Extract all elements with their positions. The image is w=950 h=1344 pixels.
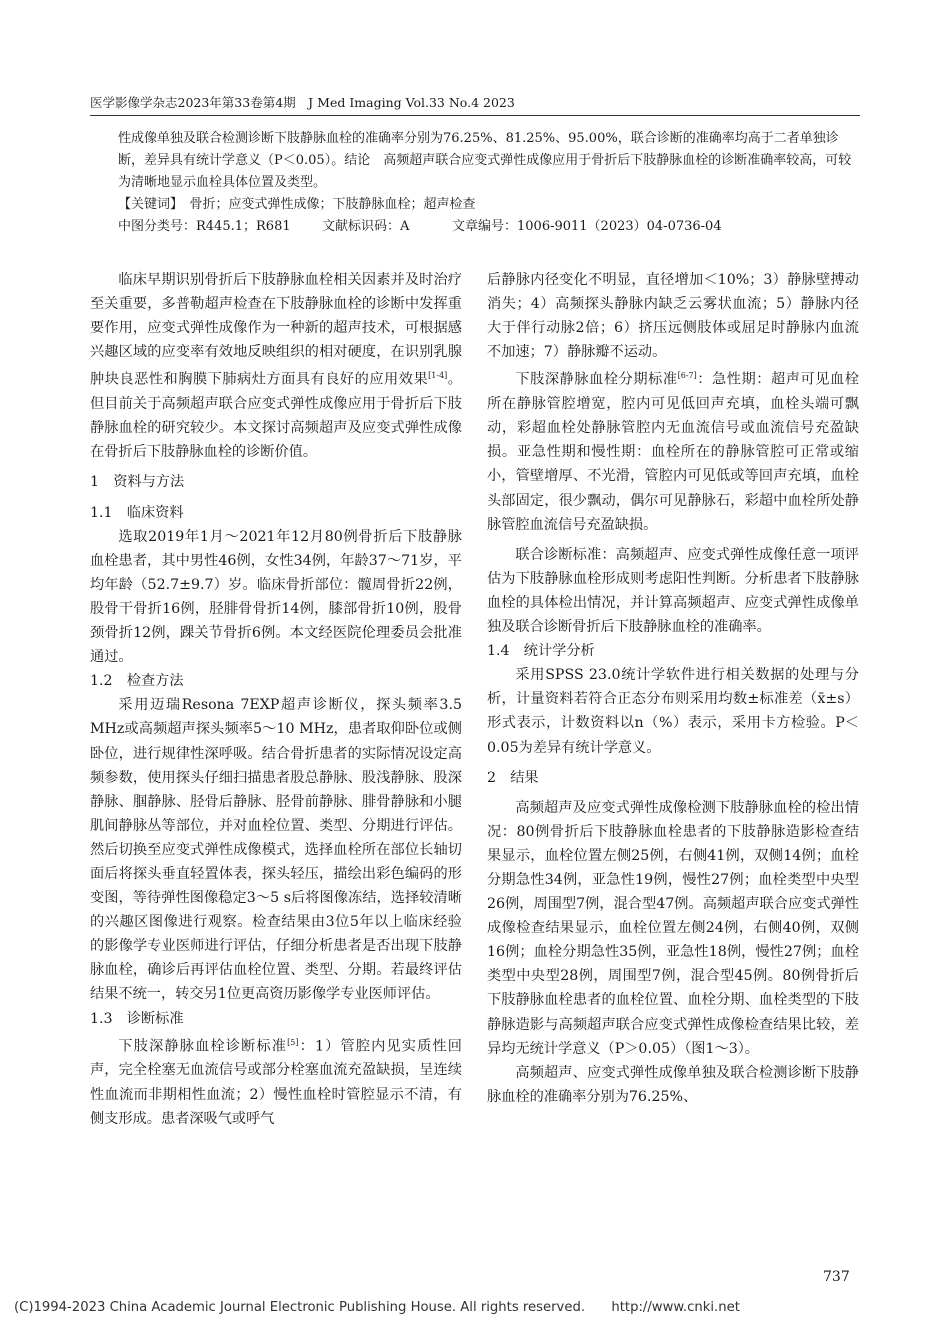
left-column — [90, 268, 462, 1131]
subsection-heading-1-4: 1.4 统计学分析 — [487, 643, 595, 660]
running-header — [90, 93, 860, 116]
paragraph-accuracy: 高频超声、应变式弹性成像单独及联合检测诊断下肢静脉血栓的准确率分别为76.25%、 — [487, 1064, 859, 1105]
intro-paragraph: 临床早期识别骨折后下肢静脉血栓相关因素并及时治疗至关重要，多普勒超声检查在下肢静脉血栓的诊断中发挥重要作用，应变式弹性成像作为一种新的超声技术，可根据感兴趣区域的应变率有效地反映组织的相对硬度，在识别乳腺肿块良恶性和胸膜下肺病灶方面具有良好的应用效果[1-4]。但目前关于高频超声联合应变式弹性成像应用于骨折后下肢静脉血栓的研究较少。本文探讨高频超声及应变式弹性成像在骨折后下肢静脉血栓的诊断价值。 — [90, 272, 462, 461]
section-heading-1: 1 资料与方法 — [90, 474, 185, 491]
paragraph-criteria-continued: 后静脉内径变化不明显，直径增加＜10%；3）静脉壁搏动消失；4）高频探头静脉内缺乏云雾状血流；5）静脉内径大于伴行动脉2倍；6）挤压远侧肢体或屈足时静脉内血流不加速；7）静脉瓣不运动。 — [487, 272, 859, 361]
keywords: 【关键词】 骨折；应变式弹性成像；下肢静脉血栓；超声检查 — [118, 197, 476, 212]
paragraph-exam-method: 采用迈瑞Resona 7EXP超声诊断仪，探头频率3.5 MHz或高频超声探头频率5～10 MHz，患者取仰卧位或侧卧位，进行规律性深呼吸。结合骨折患者的实际情况设定高频参数，使用探头仔细扫描患者股总静脉、股浅静脉、股深静脉、腘静脉、胫骨后静脉、胫骨前静脉、腓骨静脉和小腿肌间静脉丛等部位，并对血栓位置、类型、分期进行评估。然后切换至应变式弹性成像模式，选择血栓所在部位长轴切面后将探头垂直轻置体表，探头轻压，描绘出彩色编码的形变图，等待弹性图像稳定3～5 s后将图像冻结，选择较清晰的兴趣区图像进行观察。检查结果由3位5年以上临床经验的影像学专业医师进行评估，仔细分析患者是否出现下肢静脉血栓，确诊后再评估血栓位置、类型、分期。若最终评估结果不统一，转交另1位更高资历影像学专业医师评估。 — [90, 697, 462, 1003]
paragraph-diagnostic-criteria: 下肢深静脉血栓诊断标准[5]：1）管腔内见实质性回声，完全栓塞无血流信号或部分栓塞血流充盈缺损，呈连续性血流而非期相性血流；2）慢性血栓时管腔显示不清，有侧支形成。患者深吸气或呼气 — [90, 1037, 462, 1127]
page-number: 737 — [823, 1269, 850, 1285]
right-column — [487, 268, 859, 1109]
paragraph-results: 高频超声及应变式弹性成像检测下肢静脉血栓的检出情况：80例骨折后下肢静脉血栓患者的下肢静脉造影检查结果显示，血栓位置左侧25例，右侧41例，双侧14例；血栓分期急性34例，亚急性19例，慢性27例；血栓类型中央型26例，周围型7例，混合型47例。高频超声联合应变式弹性成像检查结果显示，血栓位置左侧24例，右侧40例，双侧16例；血栓分期急性35例，亚急性18例，慢性27例；血栓类型中央型28例，周围型7例，混合型45例。80例骨折后下肢静脉血栓患者的血栓位置、血栓分期、血栓类型的下肢静脉造影与高频超声联合应变式弹性成像检查结果比较，差异均无统计学意义（P＞0.05）（图1～3）。 — [487, 799, 859, 1057]
clc-number: 中图分类号：R445.1；R681 — [118, 219, 291, 234]
citation: [1-4] — [428, 371, 448, 381]
paragraph-staging-criteria: 下肢深静脉血栓分期标准[6-7]：急性期：超声可见血栓所在静脉管腔增宽，腔内可见低回声充填，血栓头端可飘动，彩超血栓处静脉管腔内无血流信号或血流信号充盈缺损。亚急性期和慢性期：血栓所在的静脉管腔可正常或缩小，管壁增厚、不光滑，管腔内可见低或等回声充填，血栓头部固定，很少飘动，偶尔可见静脉石，彩超中血栓所处静脉管腔血流信号充盈缺损。 — [487, 371, 859, 533]
subsection-heading-1-2: 1.2 检查方法 — [90, 673, 184, 690]
article-number: 文章编号：1006-9011（2023）04-0736-04 — [452, 219, 722, 234]
paragraph-statistics: 采用SPSS 23.0统计学软件进行相关数据的处理与分析，计量资料若符合正态分布则采用均数±标准差（x̄±s）形式表示，计数资料以n（%）表示，采用卡方检验。P＜0.05为差异有统计学意义。 — [487, 667, 859, 756]
document-code: 文献标识码：A — [322, 219, 410, 234]
paragraph-clinical-data: 选取2019年1月～2021年12月80例骨折后下肢静脉血栓患者，其中男性46例，女性34例，年龄37～71岁，平均年龄（52.7±9.7）岁。临床骨折部位：髋周骨折22例，股骨干骨折16例，胫腓骨骨折14例，膝部骨折10例，股骨颈骨折12例，踝关节骨折6例。本文经医院伦理委员会批准通过。 — [90, 528, 462, 666]
abstract-block — [118, 128, 860, 238]
subsection-heading-1-1: 1.1 临床资料 — [90, 504, 184, 521]
paragraph-joint-criteria: 联合诊断标准：高频超声、应变式弹性成像任意一项评估为下肢静脉血栓形成则考虑阳性判断。分析患者下肢静脉血栓的具体检出情况，并计算高频超声、应变式弹性成像单独及联合诊断骨折后下肢静脉血栓的准确率。 — [487, 546, 859, 636]
citation: [6-7] — [677, 371, 697, 381]
abstract-continuation: 性成像单独及联合检测诊断下肢静脉血栓的准确率分别为76.25%、81.25%、95.00%，联合诊断的准确率均高于二者单独诊断，差异具有统计学意义（P＜0.05）。结论 高频超声联合应变式弹性成像应用于骨折后下肢静脉血栓的诊断准确率较高，可较为清晰地显示血栓具体位置及类型。 — [118, 131, 852, 190]
subsection-heading-1-3: 1.3 诊断标准 — [90, 1010, 184, 1027]
section-heading-2: 2 结果 — [487, 769, 539, 786]
header-text: 医学影像学杂志2023年第33卷第4期 J Med Imaging Vol.33 No.4 2023 — [90, 95, 515, 110]
citation: [5] — [287, 1037, 299, 1047]
copyright-footer: (C)1994-2023 China Academic Journal Electronic Publishing House. All rights reserved. http://www.cnki.net — [14, 1300, 740, 1315]
classification-line — [118, 216, 860, 238]
